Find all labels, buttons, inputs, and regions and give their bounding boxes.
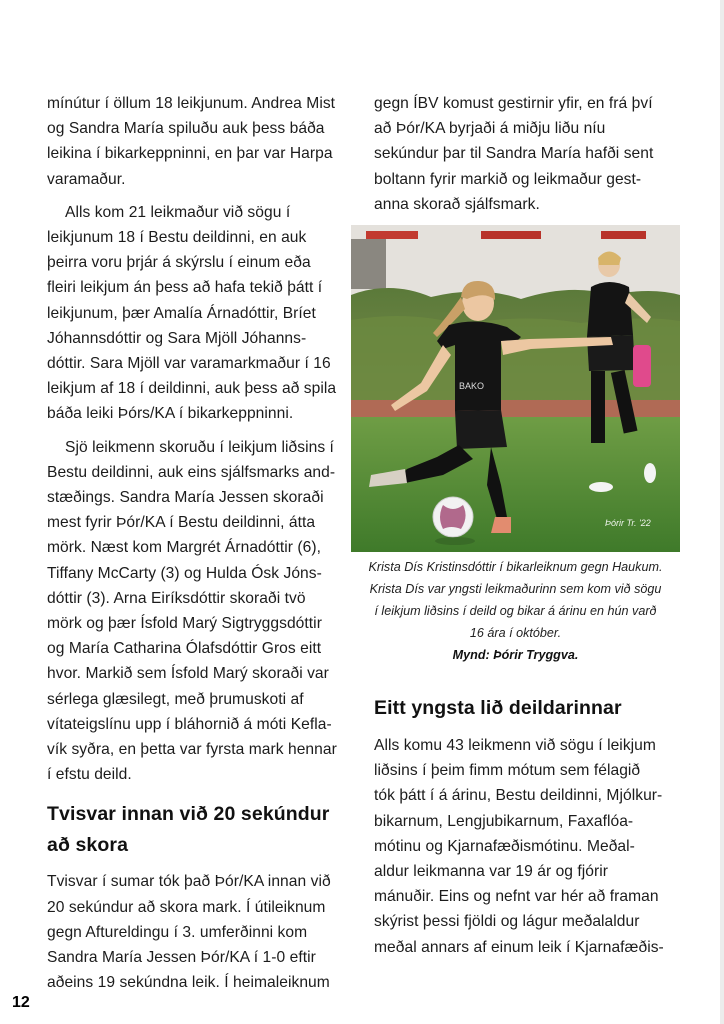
text-line: bikarnum, Lengjubikarnum, Faxaflóa- (374, 812, 634, 830)
text-line: vítateigslínu upp í bláhornið á móti Kefla- (47, 715, 332, 733)
text-line: Sandra María Jessen Þór/KA í 1-0 eftir (47, 949, 316, 967)
left-column (47, 91, 347, 996)
text-line: leikjunum, þær Amalía Árnadóttir, Bríet (47, 304, 316, 322)
caption-line: Krista Dís var yngsti leikmaðurinn sem kom við sögu (369, 582, 662, 596)
text-line: Sjö leikmenn skoruðu í leikjum liðsins í (65, 438, 334, 456)
photo-illustration (351, 225, 680, 552)
svg-text:BAKO: BAKO (459, 381, 485, 391)
text-line: Tiffany McCarty (3) og Hulda Ósk Jóns- (47, 564, 322, 582)
text-line: sérlega glæsilegt, með þrumuskoti af (47, 690, 304, 708)
text-line: varamaður. (47, 170, 126, 188)
text-line: hvor. Markið sem Ísfold Marý skoraði var (47, 665, 329, 683)
paragraph-5 (374, 91, 680, 217)
text-line: báða leiki Þórs/KA í bikarkeppninni. (47, 405, 294, 423)
text-line: mörk og þær Ísfold Marý Sigtryggsdóttir (47, 615, 322, 633)
text-line: vík syðra, en þetta var fyrsta mark hennar (47, 741, 337, 759)
text-line: Tvisvar í sumar tók það Þór/KA innan við (47, 873, 331, 891)
text-line: fleiri leikjum án þess að hafa tekið þátt í (47, 279, 323, 297)
text-line: þeirra voru þrjár á skýrslu í einum eða (47, 254, 311, 272)
photo-watermark: Þórir Tr. '22 (605, 518, 651, 528)
text-line: og María Catharina Ólafsdóttir Gros eitt (47, 640, 322, 658)
paragraph-4 (47, 869, 347, 995)
text-line: 20 sekúndur að skora mark. Í útileiknum (47, 898, 326, 916)
match-photo (351, 225, 680, 552)
section-heading (47, 799, 347, 861)
text-line: gegn Aftureldingu í 3. umferðinni kom (47, 923, 308, 941)
page-number: 12 (12, 994, 30, 1011)
heading-line: að skora (47, 834, 129, 857)
caption-line: 16 ára í október. (469, 626, 562, 640)
text-line: meðal annars af einum leik í Kjarnafæðis- (374, 938, 664, 956)
text-line: Alls komu 43 leikmenn við sögu í leikjum (374, 737, 656, 754)
paragraph-2 (47, 200, 347, 427)
text-line: mínútur í öllum 18 leikjunum. Andrea Mist (47, 95, 336, 112)
text-line: mótinu og Kjarnafæðismótinu. Meðal- (374, 837, 635, 855)
text-line: leikjum af 18 í deildinni, auk þess að spila (47, 380, 337, 398)
text-line: mörk. Næst kom Margrét Árnadóttir (6), (47, 539, 321, 557)
text-line: sekúndur þar til Sandra María hafði sent (374, 145, 654, 163)
caption-line: í leikjum liðsins í deild og bikar á árinu en hún varð (374, 604, 657, 618)
text-line: liðsins í þeim fimm mótum sem félagið (374, 762, 641, 780)
text-line: og Sandra María spiluðu auk þess báða (47, 120, 325, 138)
photo-caption (351, 556, 680, 644)
text-line: leikjunum 18 í Bestu deildinni, en auk (47, 229, 307, 247)
paragraph-1 (47, 91, 347, 192)
photo-credit: Mynd: Þórir Tryggva. (452, 648, 579, 662)
heading-line: Tvisvar innan við 20 sekúndur (47, 803, 330, 826)
text-line: gegn ÍBV komust gestirnir yfir, en frá því (374, 95, 653, 112)
paragraph-6 (374, 733, 680, 960)
text-line: tók þátt í á árinu, Bestu deildinni, Mjólkur- (374, 787, 663, 805)
paragraph-3 (47, 435, 347, 788)
text-line: mánuðir. Eins og nefnt var hér að framan (374, 888, 659, 906)
text-line: Bestu deildinni, auk eins sjálfsmarks and- (47, 463, 336, 481)
text-line: skýrist þessi fjöldi og lágur meðalaldur (374, 913, 640, 931)
text-line: anna skorað sjálfsmark. (374, 195, 540, 213)
caption-line: Krista Dís Kristinsdóttir í bikarleiknum gegn Haukum. (368, 560, 663, 574)
text-line: leikina í bikarkeppninni, en þar var Harpa (47, 145, 333, 163)
text-line: dóttir (3). Arna Eiríksdóttir skoraði tvö (47, 589, 306, 607)
text-line: Alls kom 21 leikmaður við sögu í (65, 203, 291, 221)
text-line: að Þór/KA byrjaði á miðju liðu níu (374, 120, 606, 138)
text-line: aldur leikmanna var 19 ár og fjórir (374, 863, 609, 881)
text-line: dóttir. Sara Mjöll var varamarkmaður í 16 (47, 355, 331, 373)
text-line: boltann fyrir markið og leikmaður gest- (374, 170, 642, 188)
text-line: mest fyrir Þór/KA í Bestu deildinni, átta (47, 514, 316, 532)
section-heading: Eitt yngsta lið deildarinnar (374, 697, 622, 719)
text-line: Jóhannsdóttir og Sara Mjöll Jóhanns- (47, 329, 307, 347)
page-edge (720, 0, 724, 1024)
text-line: aðeins 19 sekúndna leik. Í heimaleiknum (47, 974, 330, 992)
text-line: stæðings. Sandra María Jessen skoraði (47, 489, 324, 507)
right-column-bottom (374, 733, 680, 960)
right-column-top (374, 91, 680, 217)
text-line: í efstu deild. (47, 766, 132, 784)
